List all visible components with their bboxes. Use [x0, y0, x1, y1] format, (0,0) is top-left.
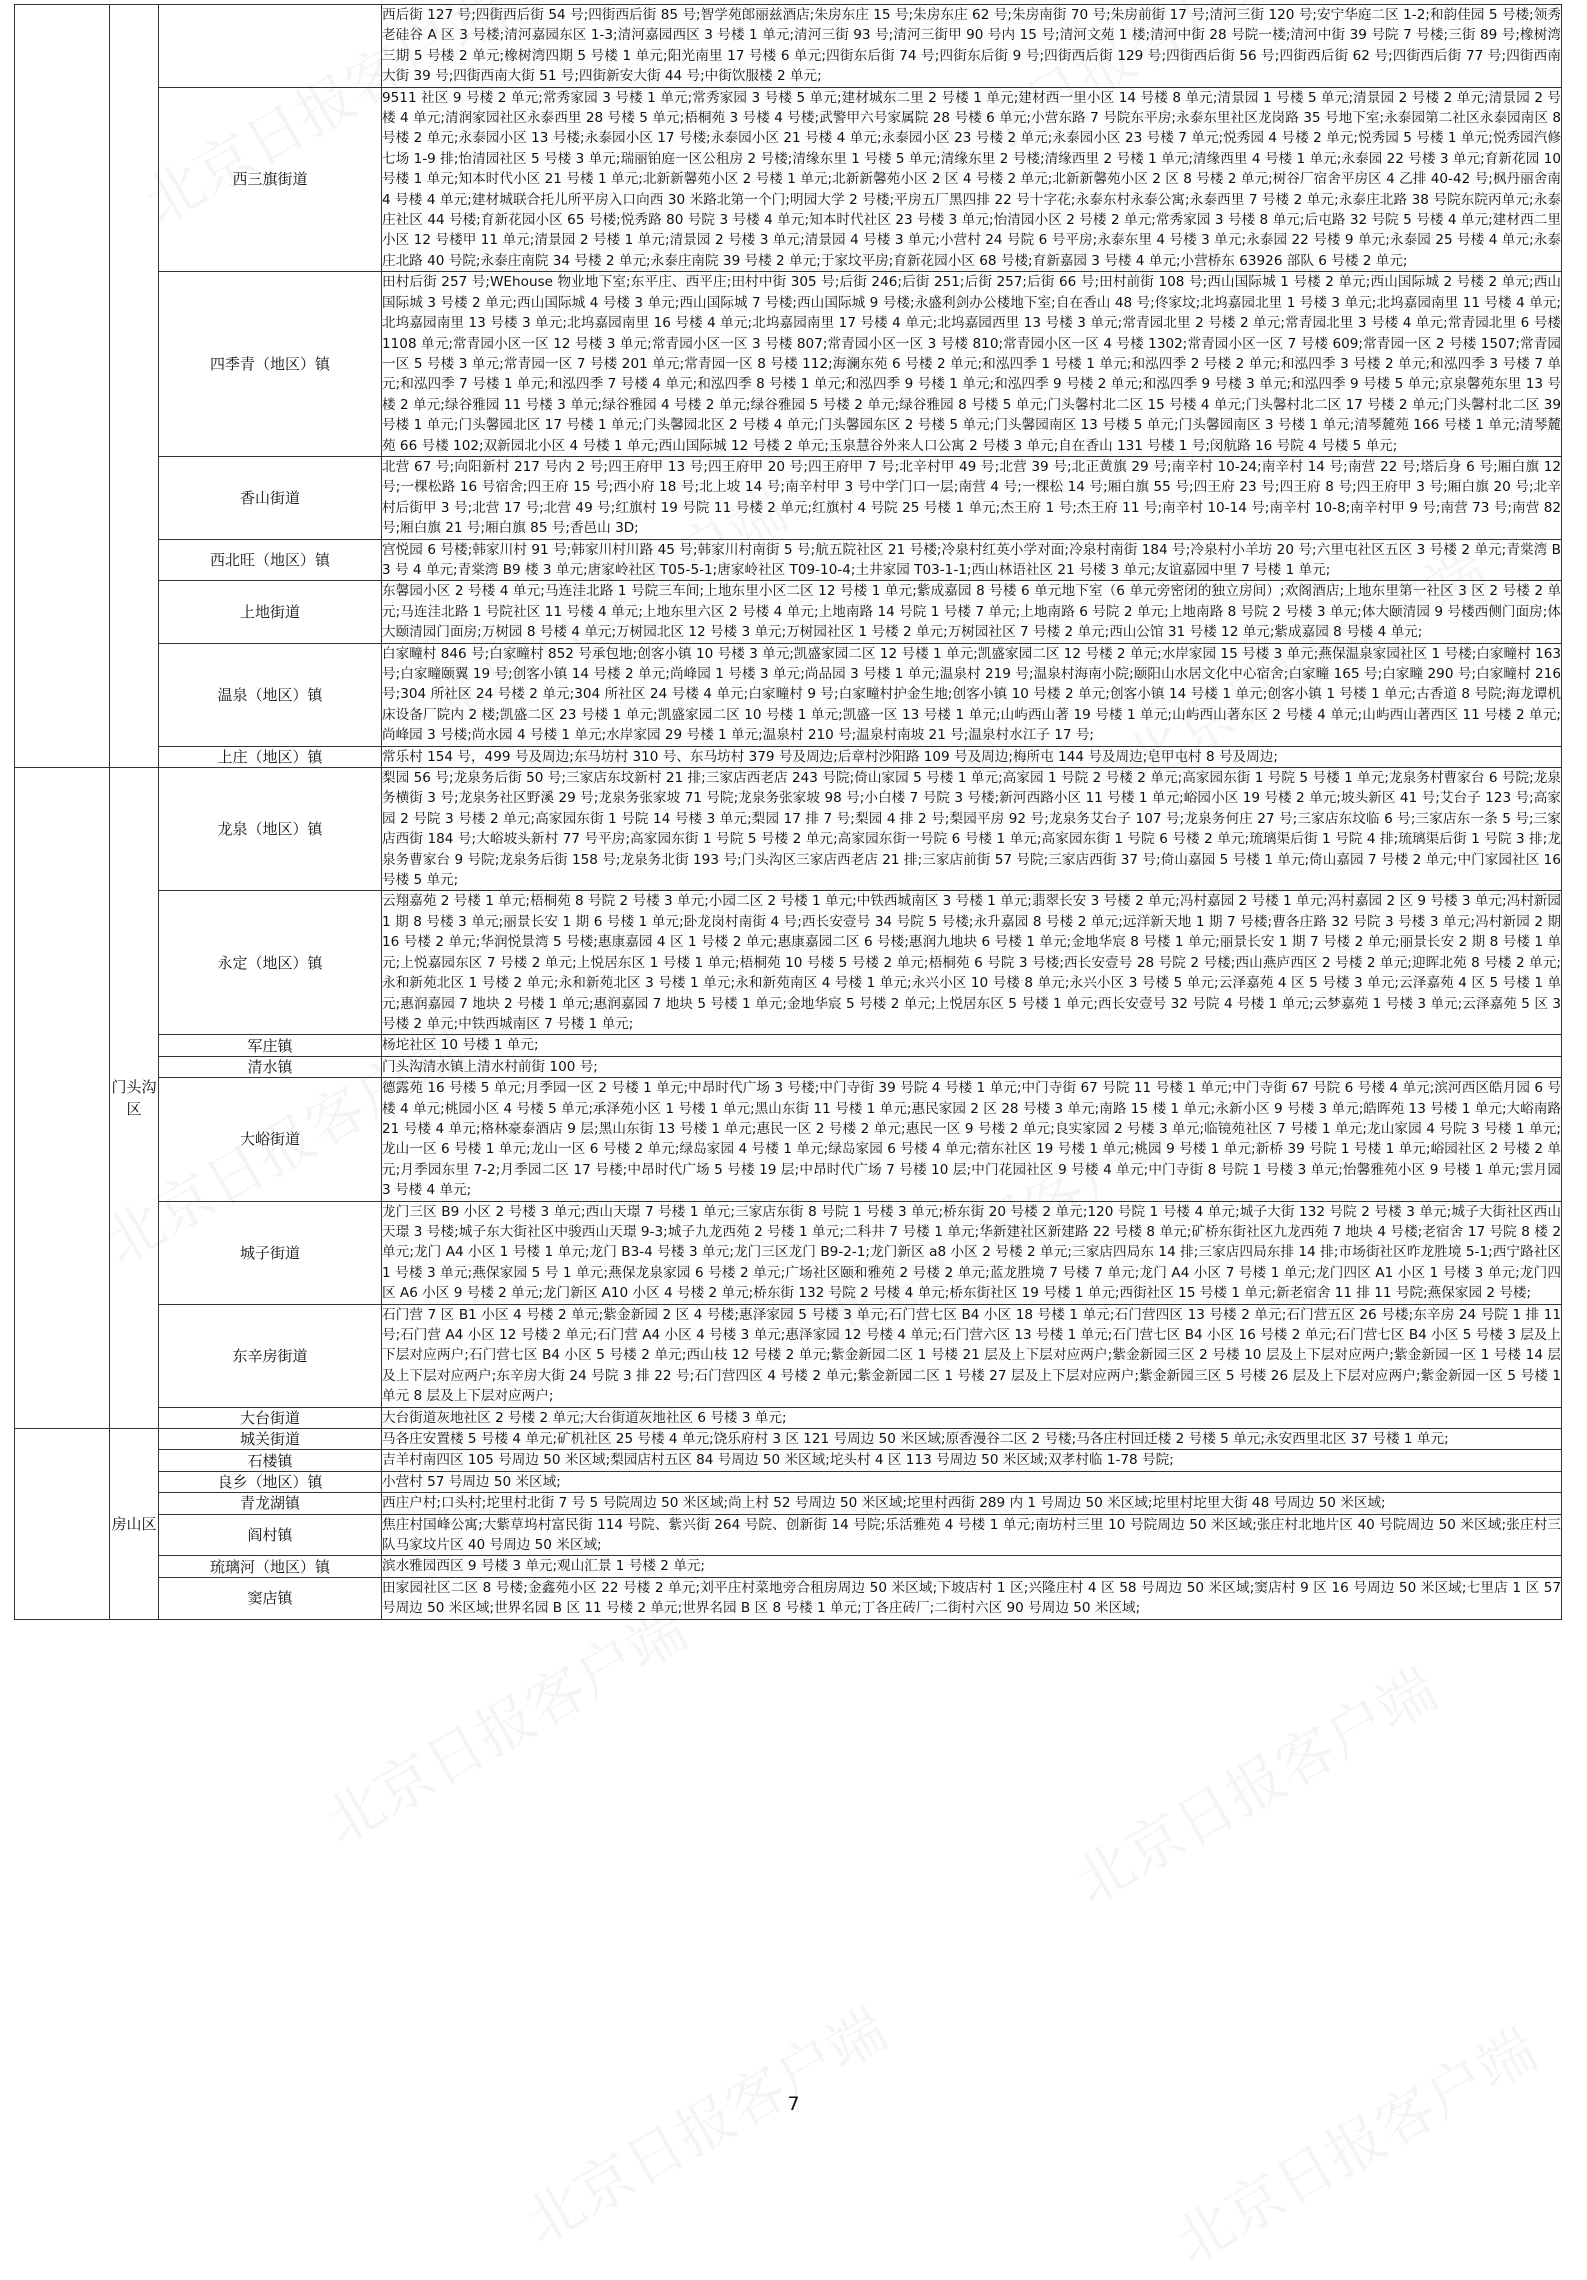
table-row	[15, 1577, 1562, 1619]
table-row	[15, 1304, 1562, 1407]
address-cell: 梨园 56 号;龙泉务后街 50 号;三家店东坟新村 21 排;三家店西老店 243 号院;倚山家园 5 号楼 1 单元;高家园 1 号院 2 号楼 2 单元;高家园东街 1 号院 5 号楼 1 单元;龙泉务村曹家台 6 号院;龙泉务横街 3 号;龙泉务社区野溪 29 号;龙泉务张家坡 71 号院;龙泉务张家坡 98 号;小白楼 7 号院 3 号楼;新河西路小区 11 号楼 1 单元;峪园小区 19 号楼 2 单元;坡头新区 41 号;艾台子 123 号;高家园 2 号院 3 号楼 2 单元;高家园东街 1 号院 14 号楼 3 单元;梨园 17 排 7 号;梨园 4 排 2 号;梨园平房 92 号;龙泉务艾台子 107 号;龙泉务何庄 27 号;三家店东坟临 6 号;三家店东一条 5 号;三家店西街 184 号;大峪坡头新村 77 号平房;高家园东街 1 号院 5 号楼 2 单元;高家园东街一号院 6 号楼 1 单元;高家园东街 1 号院 6 号楼 2 单元;琉璃渠后街 1 号院 4 排;琉璃渠后街 1 号院 3 排;龙泉务曹家台 9 号院;龙泉务后街 158 号;龙泉务北街 193 号;门头沟区三家店西老店 21 排;三家店前街 57 号院;三家店西街 37 号;倚山嘉园 5 号楼 1 单元;倚山嘉园 7 号楼 2 单元;中门家园社区 16 号楼 5 单元;	[382, 768, 1562, 891]
table-row	[15, 1429, 1562, 1450]
address-cell: 龙门三区 B9 小区 2 号楼 3 单元;西山天璟 7 号楼 1 单元;三家店东街 8 号院 1 号楼 3 单元;桥东街 20 号楼 2 单元;120 号院 1 号楼 4 单元;城子大街 132 号院 2 号楼 3 单元;城子大街社区西山天璟 3 号楼;城子东大街社区中骏西山天璟 9-3;城子九龙西苑 2 号楼 1 单元;二科井 7 号楼 1 单元;华新建社区新建路 22 号楼 8 单元;矿桥东街社区九龙西苑 7 地块 4 号楼;老宿舍 17 号院 8 楼 2 单元;龙门 A4 小区 1 号楼 1 单元;龙门 B3-4 号楼 3 单元;龙门三区龙门 B9-2-1;龙门新区 a8 小区 2 号楼 2 单元;三家店四局东 14 排;三家店四局东排 14 排;市场街社区昨龙胜境 5-1;西宁路社区 1 号楼 3 单元;燕保家园 5 号 1 单元;燕保龙泉家园 6 号楼 2 单元;广场社区颐和雅苑 2 号楼 2 单元;蓝龙胜境 7 号楼 7 单元;龙门 A4 小区 7 号楼 1 单元;龙门四区 A1 小区 1 号楼 3 单元;龙门四区 A6 小区 9 号楼 2 单元;龙门新区 A10 小区 4 号楼 2 单元;桥东街 132 号院 2 号楼 4 单元;桥东街社区 19 号楼 1 单元;西街社区 15 号楼 1 单元;新老宿舍 11 排 11 号院;燕保家园 2 号楼;	[382, 1201, 1562, 1304]
street-cell	[159, 5, 382, 88]
table-row	[15, 1407, 1562, 1428]
blank-cell	[15, 5, 110, 768]
address-cell: 门头沟清水镇上清水村前街 100 号;	[382, 1056, 1562, 1077]
street-cell: 军庄镇	[159, 1035, 382, 1056]
address-cell: 田家园社区二区 8 号楼;金鑫苑小区 22 号楼 2 单元;刘平庄村菜地旁合租房周边 50 米区域;下坡店村 1 区;兴隆庄村 4 区 58 号周边 50 米区域;窦店村 9 区 16 号周边 50 米区域;七里店 1 区 57 号周边 50 米区域;世界名园 B 区 11 号楼 2 单元;世界名园 B 区 8 号楼 1 单元;丁各庄砖厂;二街村六区 90 号周边 50 米区域;	[382, 1577, 1562, 1619]
address-cell: 马各庄安置楼 5 号楼 4 单元;矿机社区 25 号楼 4 单元;饶乐府村 3 区 121 号周边 50 米区域;原香漫谷二区 2 号楼;马各庄村回迁楼 2 号楼 5 单元;永安西里北区 37 号楼 1 单元;	[382, 1429, 1562, 1450]
table-row	[15, 539, 1562, 581]
street-cell: 大峪街道	[159, 1078, 382, 1201]
table-row	[15, 1201, 1562, 1304]
address-cell: 焦庄村国峰公寓;大紫草坞村富民街 114 号院、紫兴街 264 号院、创新街 14 号院;乐活雅苑 4 号楼 1 单元;南坊村三里 10 号院周边 50 米区域;张庄村北地片区 40 号院周边 50 米区域;张庄村三队马家坟片区 40 号周边 50 米区域;	[382, 1514, 1562, 1556]
street-cell: 温泉（地区）镇	[159, 643, 382, 746]
street-cell: 城关街道	[159, 1429, 382, 1450]
address-cell: 东馨园小区 2 号楼 4 单元;马连洼北路 1 号院三车间;上地东里小区二区 12 号楼 1 单元;紫成嘉园 8 号楼 6 单元地下室（6 单元旁密闭的独立房间）;欢阁酒店;上地东里第一社区 3 区 2 号楼 2 单元;马连洼北路 1 号院社区 11 号楼 4 单元;上地东里六区 2 号楼 4 单元;上地南路 14 号院 1 号楼 7 单元;上地南路 6 号院 2 单元;上地南路 8 号院 2 号楼 3 单元;体大颐清园 9 号楼西侧门面房;体大颐清园门面房;万树园 8 号楼 4 单元;万树园北区 12 号楼 3 单元;万树园社区 1 号楼 2 单元;万树园社区 7 号楼 2 单元;西山公馆 31 号楼 12 单元;紫成嘉园 8 号楼 4 单元;	[382, 581, 1562, 643]
street-cell: 琉璃河（地区）镇	[159, 1556, 382, 1577]
page-number: 7	[787, 2093, 800, 2115]
district-cell: 房山区	[110, 1429, 159, 1620]
watermark	[506, 1984, 900, 2260]
table-row	[15, 1035, 1562, 1056]
table-row	[15, 768, 1562, 891]
address-cell: 杨坨社区 10 号楼 1 单元;	[382, 1035, 1562, 1056]
watermark	[306, 1584, 700, 1860]
table-row	[15, 1493, 1562, 1514]
address-cell: 西庄户村;口头村;坨里村北街 7 号 5 号院周边 50 米区域;尚上村 52 号周边 50 米区域;坨里村西街 289 内 1 号周边 50 米区域;坨里村坨里大街 48 号周边 50 米区域;	[382, 1493, 1562, 1514]
address-cell: 德露苑 16 号楼 5 单元;月季园一区 2 号楼 1 单元;中昂时代广场 3 号楼;中门寺街 39 号院 4 号楼 1 单元;中门寺街 67 号院 11 号楼 1 单元;中门寺街 67 号院 6 号楼 4 单元;滨河西区皓月园 6 号楼 4 单元;桃园小区 4 号楼 5 单元;承泽苑小区 1 号楼 1 单元;黑山东街 11 号楼 1 单元;惠民家园 2 区 28 号楼 3 单元;南路 15 楼 1 单元;永新小区 9 号楼 3 单元;皓晖苑 13 号楼 1 单元;大峪南路 21 号楼 4 单元;格林豪泰酒店 9 层;黑山东街 13 号楼 1 单元;惠民一区 2 号楼 2 单元;惠民一区 9 号楼 2 单元;良实家园 2 号楼 3 单元;临镜苑社区 7 号楼 1 单元;龙山家园 4 号院 3 号楼 1 单元;龙山一区 6 号楼 1 单元;龙山一区 6 号楼 2 单元;绿岛家园 4 号楼 1 单元;绿岛家园 6 号楼 4 单元;蓿东社区 19 号楼 1 单元;桃园 9 号楼 1 单元;新桥 39 号院 1 号楼 1 单元;峪园社区 2 号楼 2 单元;月季园东里 7-2;月季园二区 17 号楼;中昂时代广场 5 号楼 19 层;中昂时代广场 7 号楼 10 层;中门花园社区 9 号楼 4 单元;中门寺街 8 号院 1 号楼 3 单元;怡馨雅苑小区 9 号楼 1 单元;雲月园 3 号楼 4 单元;	[382, 1078, 1562, 1201]
blank-cell	[15, 768, 110, 1429]
address-cell: 滨水雅园西区 9 号楼 3 单元;观山汇景 1 号楼 2 单元;	[382, 1556, 1562, 1577]
address-cell: 云翔嘉苑 2 号楼 1 单元;梧桐苑 8 号院 2 号楼 3 单元;小园二区 2 号楼 1 单元;中铁西城南区 3 号楼 1 单元;翡翠长安 3 号楼 2 单元;冯村嘉园 2 号楼 1 单元;冯村嘉园 2 区 9 号楼 3 单元;冯村新园 1 期 8 号楼 3 单元;丽景长安 1 期 6 号楼 1 单元;卧龙岗村南街 4 号;西长安壹号 34 号院 5 号楼;永升嘉园 8 号楼 2 单元;远洋新天地 1 期 7 号楼;曹各庄路 32 号院 3 号楼 3 单元;冯村新园 2 期 16 号楼 2 单元;华润悦景湾 5 号楼;惠康嘉园 4 区 1 号楼 2 单元;惠康嘉园二区 6 号楼;惠润九地块 6 号楼 1 单元;金地华宸 8 号楼 1 单元;丽景长安 1 期 7 号楼 2 单元;丽景长安 2 期 8 号楼 1 单元;上悦嘉园东区 7 号楼 2 单元;上悦居东区 1 号楼 1 单元;梧桐苑 10 号楼 5 号楼 2 单元;梧桐苑 6 号院 3 号楼;西长安壹号 28 号院 2 号楼;西山燕庐西区 2 号楼 2 单元;迎晖北苑 8 号楼 2 单元;永和新苑北区 1 号楼 2 单元;永和新苑北区 3 号楼 1 单元;永和新苑南区 4 号楼 1 单元;永兴小区 10 号楼 8 单元;永兴小区 3 号楼 5 单元;云泽嘉苑 4 区 5 号楼 3 单元;云泽嘉苑 4 区 5 号楼 1 单元;惠润嘉园 7 地块 2 号楼 1 单元;惠润嘉园 7 地块 5 号楼 1 单元;金地华宸 5 号楼 2 单元;上悦居东区 5 号楼 1 单元;西长安壹号 32 号院 4 号楼 1 单元;云梦嘉苑 1 号楼 3 单元;云泽嘉苑 5 区 3 号楼 2 单元;中铁西城南区 7 号楼 1 单元;	[382, 891, 1562, 1035]
address-cell: 大台街道灰地社区 2 号楼 2 单元;大台街道灰地社区 6 号楼 3 单元;	[382, 1407, 1562, 1428]
street-cell: 龙泉（地区）镇	[159, 768, 382, 891]
street-cell: 香山街道	[159, 456, 382, 539]
table-row	[15, 1471, 1562, 1492]
street-cell: 上地街道	[159, 581, 382, 643]
street-cell: 窦店镇	[159, 1577, 382, 1619]
address-table	[14, 4, 1562, 1620]
table-row	[15, 891, 1562, 1035]
street-cell: 良乡（地区）镇	[159, 1471, 382, 1492]
address-cell: 9511 社区 9 号楼 2 单元;常秀家园 3 号楼 1 单元;常秀家园 3 号楼 5 单元;建材城东二里 2 号楼 1 单元;建材西一里小区 14 号楼 8 单元;清景园 1 号楼 5 单元;清景园 2 号楼 2 单元;清景园 2 号楼 4 单元;清润家园社区永泰西里 28 号楼 5 单元;梧桐苑 3 号楼 4 号楼;武警甲六号家属院 28 号楼 6 单元;小营东路 7 号院东平房;永泰东里社区龙岗路 35 号地下室;永泰园第二社区永泰园南区 8 号楼 2 单元;永泰园小区 13 号楼;永泰园小区 17 号楼;永泰园小区 21 号楼 4 单元;永泰园小区 23 号楼 2 单元;永泰园小区 23 号楼 7 单元;悦秀园 4 号楼 2 单元;悦秀园 5 号楼 1 单元;悦秀园汽修七场 1-9 排;怡清园社区 5 号楼 3 单元;瑞丽铂庭一区公租房 2 号楼;清缘东里 1 号楼 5 单元;清缘东里 2 号楼;清缘西里 2 号楼 1 单元;清缘西里 4 号楼 1 单元;永泰园 22 号楼 3 单元;育新花园 10 号楼 1 单元;知本时代小区 21 号楼 1 单元;北新新馨苑小区 2 号楼 1 单元;北新新馨苑小区 2 区 4 号楼 2 单元;北新新馨苑小区 2 区 8 号楼 2 单元;树谷厂宿舍平房区 4 乙排 40-42 号;枫丹丽舍南 4 号楼 4 单元;建材城联合托儿所平房入口向西 30 米路北第一个门;明园大学 2 号楼;平房五厂黑四排 22 号十字花;永泰东村永泰公寓;永泰西里 7 号楼 2 单元;永泰庄北路 38 号院东院丙单元;永泰庄社区 44 号楼;育新花园小区 65 号楼;悦秀路 80 号院 3 号楼 4 单元;知本时代社区 23 号楼 3 单元;怡清园小区 2 号楼 2 单元;常秀家园 3 号楼 8 单元;后屯路 32 号院 5 号楼 4 单元;建材西二里小区 12 号楼甲 11 单元;清景园 2 号楼 1 单元;清景园 2 号楼 3 单元;清景园 4 号楼 3 单元;小营村 24 号院 6 号平房;永泰东里 4 号楼 3 单元;永泰园 22 号楼 9 单元;永泰园 25 号楼 4 单元;永泰庄北路 40 号院;永泰庄南院 34 号楼 2 单元;永泰庄南院 39 号楼 2 单元;于家坟平房;育新花园小区 68 号楼;育新嘉园 3 号楼 4 单元;小营桥东 63926 部队 6 号楼 2 单元;	[382, 87, 1562, 272]
street-cell: 东辛房街道	[159, 1304, 382, 1407]
watermark	[1156, 2004, 1550, 2280]
street-cell: 大台街道	[159, 1407, 382, 1428]
address-cell: 石门营 7 区 B1 小区 4 号楼 2 单元;紫金新园 2 区 4 号楼;惠泽家园 5 号楼 3 单元;石门营七区 B4 小区 18 号楼 1 单元;石门营四区 13 号楼 2 单元;石门营五区 26 号楼;东辛房 24 号院 1 排 11 号;石门营 A4 小区 12 号楼 2 单元;石门营 A4 小区 4 号楼 3 单元;惠泽家园 12 号楼 4 单元;石门营六区 13 号楼 1 单元;石门营七区 B4 小区 16 号楼 2 单元;石门营七区 B4 小区 5 号楼 3 层及上下层对应两户;石门营七区 B4 小区 5 号楼 2 单元;西山枝 12 号楼 2 单元;紫金新园二区 1 号楼 21 层及上下层对应两户;紫金新园三区 2 号楼 10 层及上下层对应两户;紫金新园一区 1 号楼 14 层及上下层对应两户;东辛房大街 24 号院 3 排 22 号;石门营四区 4 号楼 2 单元;紫金新园二区 1 号楼 27 层及上下层对应两户;紫金新园三区 5 号楼 26 层及上下层对应两户;紫金新园一区 5 号楼 1 单元 8 层及上下层对应两户;	[382, 1304, 1562, 1407]
street-cell: 西三旗街道	[159, 87, 382, 272]
address-cell: 吉羊村南四区 105 号周边 50 米区域;梨园店村五区 84 号周边 50 米区域;坨头村 4 区 113 号周边 50 米区域;双孝村临 1-78 号院;	[382, 1450, 1562, 1471]
table-row	[15, 1056, 1562, 1077]
table-row	[15, 272, 1562, 457]
watermark	[1056, 1644, 1450, 1920]
street-cell: 西北旺（地区）镇	[159, 539, 382, 581]
address-cell: 西后街 127 号;四街西后街 54 号;四街西后街 85 号;智学苑郎丽兹酒店;朱房东庄 15 号;朱房东庄 62 号;朱房南街 70 号;朱房前街 17 号;清河三街 120 号;安宁华庭二区 1-2;和韵佳园 5 号楼;领秀老硅谷 A 区 3 号楼;清河嘉园东区 1-3;清河嘉园西区 3 号楼 1 单元;清河三街 93 号;清河三街甲 90 号内 15 号;清河文苑 1 楼;清河中街 28 号院一楼;清河中街 39 号院 7 号楼;三街 89 号;橡树湾三期 5 号楼 2 单元;橡树湾四期 5 号楼 1 单元;阳光南里 17 号楼 6 单元;四街东后街 74 号;四街东后街 9 号;四街西后街 129 号;四街西后街 56 号;四街西后街 62 号;四街西后街 77 号;四街西南大街 39 号;四街西南大街 51 号;四街新安大街 44 号;中街饮服楼 2 单元;	[382, 5, 1562, 88]
street-cell: 石楼镇	[159, 1450, 382, 1471]
street-cell: 四季青（地区）镇	[159, 272, 382, 457]
address-cell: 北营 67 号;向阳新村 217 号内 2 号;四王府甲 13 号;四王府甲 20 号;四王府甲 7 号;北辛村甲 49 号;北营 39 号;北正黄旗 29 号;南辛村 10-24;南辛村 14 号;南营 22 号;塔后身 6 号;厢白旗 12 号;一棵松路 16 号宿舍;四王府 15 号;西小府 18 号;北上坡 14 号;南辛村甲 3 号中学门口一层;南营 4 号;一棵松 14 号;厢白旗 55 号;四王府 23 号;四王府 8 号;四王府甲 3 号;厢白旗 20 号;北辛村后街甲 3 号;北营 17 号;北营 49 号;红旗村 19 号院 11 号楼 2 单元;红旗村 4 号院 25 号楼 1 单元;杰王府 1 号;杰王府 11 号;南辛村 10-14 号;南辛村 10-8;南辛村甲 9 号;南营 73 号;南营 82 号;厢白旗 21 号;厢白旗 85 号;香邑山 3D;	[382, 456, 1562, 539]
address-cell: 宫悦园 6 号楼;韩家川村 91 号;韩家川村川路 45 号;韩家川村南街 5 号;航五院社区 21 号楼;冷泉村红英小学对面;冷泉村南街 184 号;冷泉村小羊坊 20 号;六里屯社区五区 3 号楼 2 单元;青棠湾 B3 号 4 单元;青棠湾 B9 楼 3 单元;唐家岭社区 T05-5-1;唐家岭社区 T09-10-4;土井家园 T03-1-1;西山林语社区 21 号楼 3 单元;友谊嘉园中里 7 号楼 1 单元;	[382, 539, 1562, 581]
street-cell: 青龙湖镇	[159, 1493, 382, 1514]
blank-cell	[15, 1429, 110, 1620]
district-cell: 门头沟区	[110, 768, 159, 1429]
street-cell: 阎村镇	[159, 1514, 382, 1556]
address-cell: 白家疃村 846 号;白家疃村 852 号承包地;创客小镇 10 号楼 3 单元;凯盛家园二区 12 号楼 1 单元;凯盛家园二区 12 号楼 2 单元;水岸家园 15 号楼 3 单元;燕保温泉家园社区 1 号楼;白家疃村 163 号;白家疃颐翼 19 号;创客小镇 14 号楼 2 单元;尚峰园 1 号楼 3 单元;尚品园 3 号楼 1 单元;温泉村 219 号;温泉村海南小院;颐阳山水居文化中心宿舍;白家疃 165 号;白家疃 290 号;白家疃村 216 号;304 所社区 24 号楼 2 单元;304 所社区 24 号楼 4 单元;白家疃村 9 号;白家疃村护金生地;创客小镇 10 号楼 2 单元;创客小镇 14 号楼 1 单元;创客小镇 1 号楼 1 单元;古香道 8 号院;海龙谭机床设备厂院内 2 楼;凯盛二区 23 号楼 1 单元;凯盛家园二区 10 号楼 1 单元;凯盛一区 13 号楼 1 单元;山屿西山著 19 号楼 1 单元;山屿西山著东区 2 号楼 4 单元;山屿西山著西区 11 号楼 2 单元;尚峰园 3 号楼;尚水园 4 号楼 1 单元;水岸家园 29 号楼 1 单元;温泉村 210 号;温泉村南坡 21 号;温泉村水江子 17 号;	[382, 643, 1562, 746]
table-row	[15, 1078, 1562, 1201]
table-row	[15, 1450, 1562, 1471]
street-cell: 上庄（地区）镇	[159, 746, 382, 767]
street-cell: 清水镇	[159, 1056, 382, 1077]
street-cell: 城子街道	[159, 1201, 382, 1304]
table-row	[15, 5, 1562, 88]
address-cell: 小营村 57 号周边 50 米区域;	[382, 1471, 1562, 1492]
table-row	[15, 1514, 1562, 1556]
table-row	[15, 746, 1562, 767]
table-row	[15, 1556, 1562, 1577]
table-row	[15, 87, 1562, 272]
table-row	[15, 643, 1562, 746]
table-row	[15, 456, 1562, 539]
address-cell: 常乐村 154 号，499 号及周边;东马坊村 310 号、东马坊村 379 号及周边;后章村沙阳路 109 号及周边;梅所屯 144 号及周边;皂甲屯村 8 号及周边;	[382, 746, 1562, 767]
table-row	[15, 581, 1562, 643]
district-cell	[110, 5, 159, 768]
address-cell: 田村后街 257 号;WEhouse 物业地下室;东平庄、西平庄;田村中街 305 号;后街 246;后街 251;后街 257;后街 66 号;田村前街 108 号;西山国际城 1 号楼 2 单元;西山国际城 2 号楼 2 单元;西山国际城 3 号楼 2 单元;西山国际城 4 号楼 3 单元;西山国际城 7 号楼;西山国际城 9 号楼;永盛利剑办公楼地下室;自在香山 48 号;佟家坟;北坞嘉园北里 1 号楼 3 单元;北坞嘉园南里 11 号楼 4 单元;北坞嘉园南里 13 号楼 3 单元;北坞嘉园南里 16 号楼 4 单元;北坞嘉园南里 17 号楼 4 单元;北坞嘉园西里 13 号楼 3 单元;常青园北里 2 号楼 2 单元;常青园北里 3 号楼 4 单元;常青园北里 6 号楼 1108 单元;常青园小区一区 12 号楼 3 单元;常青园小区一区 3 号楼 807;常青园小区一区 3 号楼 810;常青园小区一区 4 号楼 1302;常青园小区一区 7 号楼 609;常青园一区 2 号楼 1507;常青园一区 5 号楼 3 单元;常青园一区 7 号楼 201 单元;常青园一区 8 号楼 112;海澜东苑 6 号楼 2 单元;和泓四季 1 号楼 1 单元;和泓四季 2 号楼 2 单元;和泓四季 3 号楼 2 单元;和泓四季 3 号楼 7 单元;和泓四季 7 号楼 1 单元;和泓四季 7 号楼 4 单元;和泓四季 8 号楼 1 单元;和泓四季 9 号楼 1 单元;和泓四季 9 号楼 2 单元;和泓四季 9 号楼 3 单元;和泓四季 9 号楼 5 单元;京泉馨苑东里 13 号楼 2 单元;绿谷雅园 11 号楼 3 单元;绿谷雅园 4 号楼 2 单元;绿谷雅园 5 号楼 2 单元;绿谷雅园 8 号楼 5 单元;门头馨村北二区 15 号楼 4 单元;门头馨村北二区 17 号楼 2 单元;门头馨村北二区 39 号楼 1 单元;门头馨园北区 17 号楼 1 单元;门头馨园北区 2 号楼 4 单元;门头馨园东区 2 号楼 5 单元;门头馨园南区 13 号楼 5 单元;门头馨园南区 3 号楼 1 单元;清琴麓苑 166 号楼 1 单元;清琴麓苑 66 号楼 102;双新园北小区 4 号楼 1 单元;西山国际城 12 号楼 2 单元;玉泉慧谷外来人口公寓 2 号楼 3 单元;自在香山 131 号楼 1 号;闵航路 16 号院 4 号楼 5 单元;	[382, 272, 1562, 457]
street-cell: 永定（地区）镇	[159, 891, 382, 1035]
